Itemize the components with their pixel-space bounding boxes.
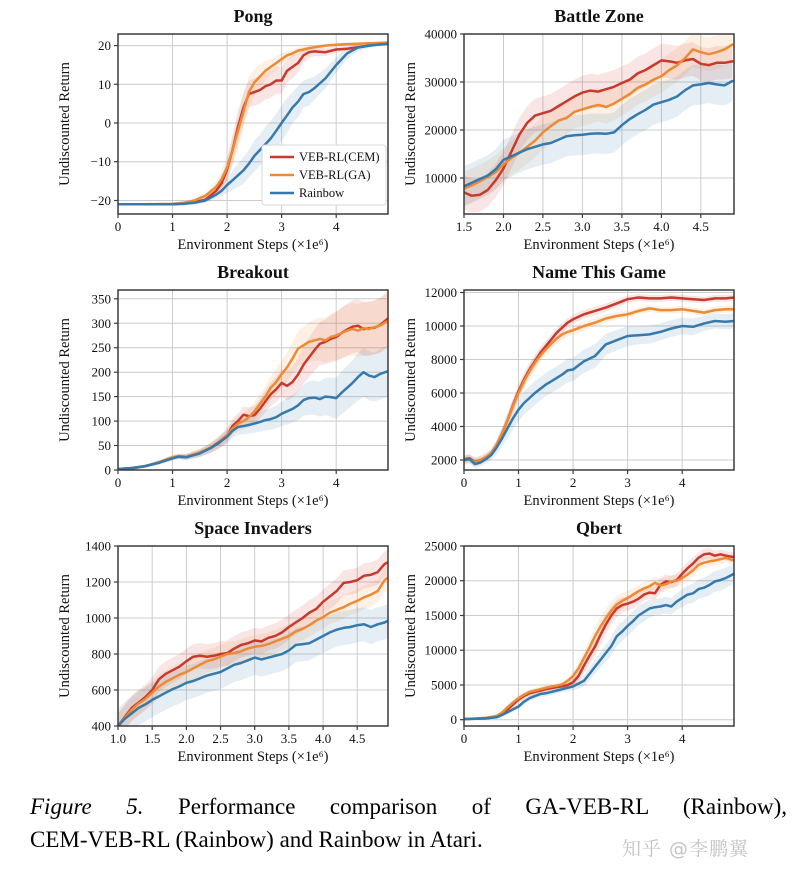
caption-line-1 — [30, 790, 787, 823]
x-tick-label: 2.5 — [534, 219, 552, 234]
x-tick-label: 1.5 — [455, 219, 473, 234]
x-axis-label: Environment Steps (×1e⁶) — [523, 749, 675, 765]
legend — [262, 145, 386, 205]
caption-line1-text: Performance comparison of GA-VEB-RL (Rainbow), — [177, 794, 788, 819]
y-tick-label: 8000 — [431, 352, 457, 367]
y-axis-label: Undiscounted Return — [403, 62, 419, 186]
plot-svg — [56, 284, 396, 510]
y-tick-label: −20 — [90, 193, 111, 208]
x-tick-label: 0 — [114, 219, 122, 234]
x-tick-label: 2 — [569, 475, 577, 490]
plot-svg — [56, 28, 396, 254]
chart-space-invaders — [56, 516, 396, 766]
y-tick-label: −10 — [90, 154, 111, 170]
chart-canvas — [402, 540, 742, 766]
chart-title: Qbert — [576, 518, 622, 538]
y-tick-label: 1400 — [85, 540, 111, 554]
x-tick-label: 2.0 — [495, 219, 512, 234]
y-tick-label: 1200 — [85, 574, 111, 590]
x-tick-label: 2 — [223, 475, 231, 490]
y-axis-label: Undiscounted Return — [403, 318, 419, 442]
plot-svg — [402, 28, 742, 254]
x-tick-label: 4 — [332, 219, 340, 234]
y-tick-label: 10 — [98, 76, 111, 92]
x-axis-label: Environment Steps (×1e⁶) — [523, 493, 675, 509]
chart-title: Battle Zone — [554, 6, 644, 26]
x-tick-label: 3.0 — [246, 731, 263, 746]
x-tick-label: 1.5 — [144, 731, 161, 746]
y-tick-label: 250 — [91, 340, 111, 356]
y-tick-label: 300 — [91, 315, 111, 331]
y-tick-label: 30000 — [424, 74, 457, 90]
chart-canvas — [56, 540, 396, 766]
chart-pong — [56, 4, 396, 254]
x-tick-label: 3.5 — [613, 219, 631, 234]
caption-figure-label: Figure 5. — [30, 794, 144, 819]
y-tick-label: 12000 — [424, 285, 457, 300]
plot-svg — [56, 540, 396, 766]
x-tick-label: 4.5 — [692, 219, 709, 234]
chart-title: Space Invaders — [194, 518, 312, 538]
y-tick-label: 25000 — [424, 540, 457, 554]
x-tick-label: 0 — [114, 475, 122, 490]
x-tick-label: 4 — [678, 475, 686, 490]
y-tick-label: 350 — [91, 291, 111, 307]
y-tick-label: 2000 — [431, 452, 457, 468]
y-tick-label: 20 — [98, 38, 111, 54]
chart-title: Name This Game — [532, 262, 666, 282]
VEB-RL(CEM)-line — [464, 554, 734, 720]
chart-name-this-game — [402, 260, 742, 510]
x-tick-label: 1 — [169, 475, 176, 490]
y-axis-label: Undiscounted Return — [57, 318, 73, 442]
y-tick-label: 800 — [91, 646, 111, 662]
y-tick-label: 0 — [104, 462, 111, 478]
x-tick-label: 0 — [460, 731, 468, 746]
chart-canvas — [402, 284, 742, 510]
y-tick-label: 1000 — [85, 610, 111, 626]
Rainbow-confidence-band — [464, 313, 734, 468]
y-axis-label: Undiscounted Return — [403, 574, 419, 698]
x-tick-label: 2 — [223, 219, 231, 234]
x-tick-label: 1 — [515, 475, 522, 490]
caption-line-2: CEM-VEB-RL (Rainbow) and Rainbow in Atari. — [30, 827, 483, 852]
y-tick-label: 10000 — [424, 318, 457, 334]
legend-label: Rainbow — [299, 186, 345, 200]
x-tick-label: 3.5 — [280, 731, 298, 746]
y-tick-label: 150 — [91, 389, 111, 405]
y-tick-label: 10000 — [424, 642, 457, 658]
chart-title: Breakout — [217, 262, 289, 282]
y-tick-label: 400 — [91, 718, 111, 734]
x-tick-label: 4.5 — [349, 731, 366, 746]
chart-battle-zone — [402, 4, 742, 254]
plot-svg — [402, 284, 742, 510]
y-tick-label: 200 — [91, 364, 111, 380]
chart-breakout — [56, 260, 396, 510]
y-tick-label: 0 — [450, 712, 457, 728]
y-tick-label: 40000 — [424, 28, 457, 42]
x-axis-label: Environment Steps (×1e⁶) — [523, 237, 675, 253]
x-tick-label: 0 — [460, 475, 468, 490]
y-tick-label: 100 — [91, 413, 111, 429]
plot-svg — [402, 540, 742, 766]
x-axis-label: Environment Steps (×1e⁶) — [177, 237, 329, 253]
y-tick-label: 15000 — [424, 608, 457, 623]
x-tick-label: 3 — [278, 219, 285, 234]
x-tick-label: 3 — [624, 475, 631, 490]
chart-canvas — [56, 284, 396, 510]
x-tick-label: 3 — [624, 731, 631, 746]
chart-canvas — [402, 28, 742, 254]
y-tick-label: 10000 — [424, 170, 457, 186]
chart-title: Pong — [233, 6, 273, 26]
x-tick-label: 4.0 — [653, 219, 670, 234]
x-tick-label: 1.0 — [109, 731, 127, 746]
chart-canvas — [56, 28, 396, 254]
y-tick-label: 5000 — [431, 677, 457, 693]
x-tick-label: 2.0 — [178, 731, 195, 746]
watermark: 知乎 @李鹏翼 — [622, 838, 750, 860]
x-tick-label: 1 — [515, 731, 522, 746]
x-tick-label: 1 — [169, 219, 176, 234]
y-tick-label: 0 — [104, 115, 111, 131]
x-tick-label: 3 — [278, 475, 285, 490]
legend-label: VEB-RL(GA) — [299, 168, 371, 182]
y-axis-label: Undiscounted Return — [57, 574, 73, 698]
y-tick-label: 20000 — [424, 122, 457, 138]
x-tick-label: 3.0 — [574, 219, 591, 234]
y-axis-label: Undiscounted Return — [57, 62, 73, 186]
y-tick-label: 600 — [91, 682, 111, 698]
x-tick-label: 2 — [569, 731, 577, 746]
legend-label: VEB-RL(CEM) — [299, 150, 380, 164]
x-axis-label: Environment Steps (×1e⁶) — [177, 493, 329, 509]
x-tick-label: 4 — [678, 731, 686, 746]
y-tick-label: 4000 — [431, 419, 457, 434]
x-tick-label: 4.0 — [314, 731, 332, 746]
y-tick-label: 20000 — [424, 573, 457, 589]
chart-qbert — [402, 516, 742, 766]
y-tick-label: 50 — [98, 438, 111, 453]
x-tick-label: 2.5 — [212, 731, 229, 746]
x-axis-label: Environment Steps (×1e⁶) — [177, 749, 329, 765]
y-tick-label: 6000 — [431, 385, 457, 401]
x-tick-label: 4 — [332, 475, 340, 490]
